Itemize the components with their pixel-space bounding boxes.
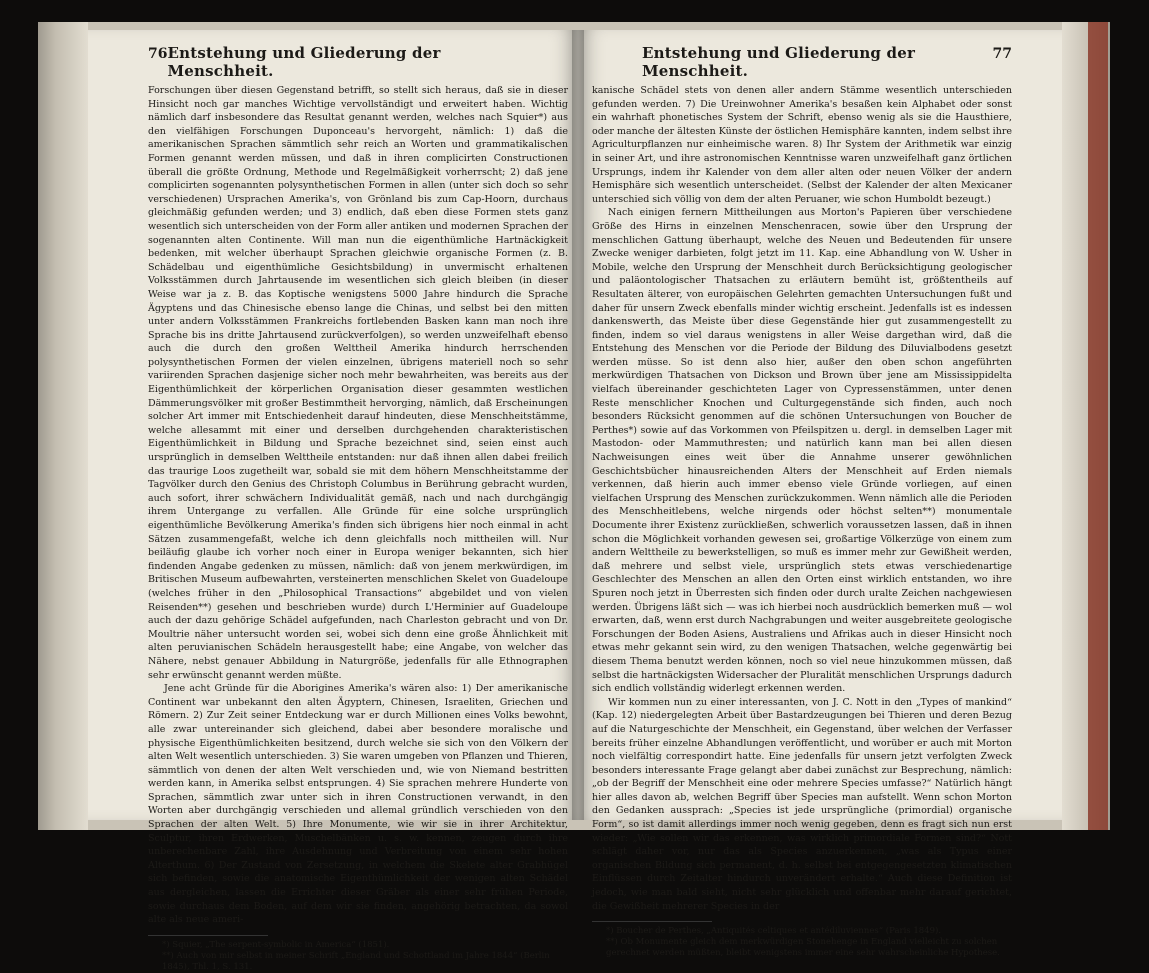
left-footnotes [148, 940, 568, 973]
right-body-text [592, 84, 1012, 913]
left-running-header [148, 44, 568, 80]
footnote: **) Ob Monumente gleich dem merkwürdigen Stonehenge in England vielleicht zu solchen gerechnet werden müßten, bleibt wenigstens immer eine sehr wahrscheinliche Hypothese. [606, 937, 1000, 959]
paragraph: Forschungen über diesen Gegenstand betrifft, so stellt sich heraus, daß sie in dieser Hinsicht noch gar manches Wichtige vervollständigt und erweitert haben. Wichtig nämlich darf insbesondere das Resultat genannt werden, welches nach Squier*) aus den vielfähigen Forschungen Duponceau's hervorgeht, nämlich: 1) daß die amerikanischen Sprachen sämmtlich sehr reich an Worten und grammatikalischen Formen genannt werden müssen, und daß in ihren complicirten Constructionen überall die größte Ordnung, Methode und Regelmäßigkeit vorherrscht; 2) daß jene complicirten sogenannten polysynthetischen Formen in allen (unter sich doch so sehr verschiedenen) Ursprachen Amerika's, von Grönland bis zum Cap-Hoorn, durchaus gleichmäßig gefunden werden; und 3) endlich, daß eben diese Formen stets ganz wesentlich sich unterscheiden von der Form aller antiken und modernen Sprachen der sogenannten alten Continente. Will man nun die eigenthümliche Hartnäckigkeit bedenken, mit welcher überhaupt Sprachen gleichwie organische Formen (z. B. Schädelbau und eigenthümliche Gesichtsbildung) in unvermischt erhaltenen Volksstämmen durch Jahrtausende im wesentlichen sich gleich bleiben (in dieser Weise war ja z. B. das Koptische wenigstens 5000 Jahre hindurch die Sprache Ägyptens und das Chinesische ebenso lange die Chinas, und selbst bei den mitten unter andern Volksstämmen Frankreichs fortlebenden Basken kann man noch ihre Sprache bis ins dritte Jahrtausend zurückverfolgen), so werden unzweifelhaft ebenso auch die durch den großen Welttheil Amerika hindurch herrschenden polysynthetischen Formen der vielen einzelnen, übrigens materiell noch so sehr variirenden Sprachen dasjenige sicher noch mehr bewahrheiten, was bereits aus der Eigenthümlichkeit der körperlichen Organisation dieser gesammten westlichen Dämmerungsvölker mit großer Bestimmtheit hervorging, nämlich, daß Erscheinungen solcher Art immer mit Entschiedenheit darauf hindeuten, diese Menschheitstämme, welche allesammt mit einer und derselben durchgehenden charakteristischen Eigenthümlichkeit in Bildung und Sprache bezeichnet sind, seien einst auch ursprünglich in demselben Welttheile entstanden: nur daß ihnen allen dabei freilich das traurige Loos zugetheilt war, sobald sie mit dem höhern Menschheitstamme der Tagvölker durch den Genius des Christoph Columbus in Berührung gebracht wurden, auch sofort, ihrer schwächern Individualität gemäß, nach und nach durchgängig ihrem Untergange zu verfallen. Alle Gründe für eine solche ursprünglich eigenthümliche Bevölkerung Amerika's finden sich übrigens hier noch einmal in acht Sätzen zusammengefaßt, welche ich denn gleichfalls noch mittheilen will. Nur beiläufig glaube ich vorher noch einer in Europa weniger bekannten, sich hier findenden Angabe gedenken zu müssen, nämlich: daß von jenem merkwürdigen, im Britischen Museum aufbewahrten, versteinerten menschlichen Skelet von Guadeloupe (welches früher in den „Philosophical Transactions“ abgebildet und von vielen Reisenden**) gesehen und beschrieben wurde) durch L'Herminier auf Guadeloupe auch der dazu gehörige Schädel aufgefunden, nach Charleston gebracht und von Dr. Moultrie näher untersucht worden sei, wobei sich denn eine große Ähnlichkeit mit alten peruvianischen Schädeln herausgestellt habe; eine Angabe, von welcher das Nähere, nebst genauer Abbildung in Naturgröße, jedenfalls für alle Ethnographen sehr erwünscht genannt werden müßte. [148, 85, 568, 681]
cover-edge [1088, 22, 1108, 830]
footnote-rule [148, 935, 268, 936]
right-running-header [592, 44, 1012, 80]
paragraph: Jene acht Gründe für die Aborigines Amerika's wären also: 1) Der amerikanische Continent war unbekannt den alten Ägyptern, Chinesen, Israeliten, Griechen und Römern. 2) Zur Zeit seiner Entdeckung war er durch Millionen eines Volks bewohnt, alle zwar untereinander sich gleichend, dabei aber besondere moralische und physische Eigenthümlichkeiten besitzend, durch welche sie sich von den Völkern der alten Welt wesentlich unterschieden. 3) Sie waren umgeben von Pflanzen und Thieren, sämmtlich von denen der alten Welt verschieden und, wie von Niemand bestritten werden kann, in Amerika selbst entsprungen. 4) Sie sprachen mehrere Hunderte von Sprachen, sämmtlich zwar unter sich in ihren Constructionen verwandt, in den Worten aber durchgängig verschieden und allemal gründlich verschieden von den Sprachen der alten Welt. 5) Ihre Monumente, wie wir sie in ihrer Architektur, Sculptur, ihren Erdwerken, Muschelbänken u. s. w. kennen, zeugen durch ihre unberechenbare Zahl, ihre Ausdehnung und Verbreitung von einem sehr hohen Alterthum. 6) Der Zustand von Zersetzung, in welchem die Skelete alter Grabhügel sich befinden, sowie die anatomische Eigenthümlichkeit der wenigen alten Schädel aus dergleichen, lassen die Errichter dieser Gräber als einer sehr frühen Periode, sowie durchaus dem Boden, auf dem wir sie finden, angehörig betrachten, da sowol alte als neue ameri- [148, 683, 568, 926]
footnote-rule [592, 921, 712, 922]
right-footnotes [592, 926, 1012, 959]
left-body-text [148, 84, 568, 927]
footnote: *) Squier, „The serpent-symbolic in America“ (1851). [162, 939, 390, 950]
left-page-edges [38, 22, 88, 830]
book-gutter [572, 30, 584, 820]
page-number: 76 [148, 46, 168, 62]
footnote: *) Boucher de Perthes, „Antiquités celtiques et antédiluviennes“ (Paris 1849). [606, 926, 942, 937]
page-number: 77 [992, 46, 1012, 62]
paragraph: kanische Schädel stets von denen aller andern Stämme wesentlich unterschieden gefunden werden. 7) Die Ureinwohner Amerika's besaßen kein Alphabet oder sonst ein wahrhaft phonetisches System der Schrift, ebenso wenig als sie die Hausthiere, oder manche der ältesten Künste der östlichen Hemisphäre kannten, indem selbst ihre Agriculturpflanzen nur einheimische waren. 8) Ihr System der Arithmetik war einzig in seiner Art, und ihre astronomischen Kenntnisse waren unzweifelhaft ganz örtlichen Ursprungs, indem ihr Kalender von dem aller alten oder neuen Völker der andern Hemisphäre sich wesentlich unterscheidet. (Selbst der Kalender der alten Mexicaner unterschied sich völlig von dem der alten Peruaner, wie schon Humboldt bezeugt.) [592, 85, 1012, 205]
running-title: Entstehung und Gliederung der Menschheit. [642, 44, 916, 80]
paragraph: Wir kommen nun zu einer interessanten, von J. C. Nott in den „Types of mankind“ (Kap. 12) niedergelegten Arbeit über Bastardzeugungen bei Thieren und deren Bezug auf die Naturgeschichte der Menschheit, ein Gegenstand, über welchen der Verfasser bereits früher einzelne Abhandlungen veröffentlicht, und worüber er auch mit Morton noch vielfältig correspondirt hatte. Eine jedenfalls für unsern jetzt verfolgten Zweck besonders interessante Frage gelangt aber dabei zunächst zur Besprechung, nämlich: „ob der Begriff der Menschheit eine oder mehrere Species umfasse?“ Natürlich hängt hier alles davon ab, welchen Begriff über Species man aufstellt. Wenn schon Morton den Gedanken aussprach: „Species ist jede ursprüngliche (primordial) organische Form“, so ist damit allerdings immer noch wenig gegeben, denn es fragt sich nun erst wieder: „Wie sollen wir das erkennen, was wirklich primordiale Formen sind?“ Nott schlägt daher vor, nur das als Species anzuerkennen, „was als Typus einer organischen Bildung sich permanent, d. h. selbst bei entgegengesetzten klimatischen Einflüssen durch Zeitalter hindurch unverändert erhalte.“ Auch diese Definition ist jedoch, wie man bald sieht, nicht sehr glücklich und offenbar mehr darauf gerichtet, die Gewißheit mehrerer Species in der [592, 696, 1012, 912]
left-page [88, 30, 578, 972]
paragraph: Nach einigen fernern Mittheilungen aus Morton's Papieren über verschiedene Größe des Hirns in einzelnen Menschenracen, sowie über den Ursprung der menschlichen Gattung überhaupt, welche des Neuen und Bedeutenden für unsere Zwecke weniger darbieten, folgt jetzt im 11. Kap. eine Abhandlung von W. Usher in Mobile, welche den Ursprung der Menschheit durch Berücksichtigung geologischer und paläontologischer Thatsachen zu erläutern bemüht ist, größtentheils auf Resultaten älterer, von europäischen Gelehrten gemachten Untersuchungen fußt und daher für unsern Zweck ebenfalls minder wichtig erscheint. Jedenfalls ist es indessen dankenswerth, das Meiste über diese Gegenstände hier gut zusammengestellt zu finden, indem so viel daraus wenigstens in aller Weise dargethan wird, daß die Entstehung des Menschen vor die Periode der Bildung des Diluvialbodens gesetzt werden müsse. So ist denn also hier, außer den oben schon angeführten merkwürdigen Thatsachen von Dickson und Brown über jene am Mississippidelta vielfach übereinander geschichteten Lager von Cypressenstämmen, unter denen Reste menschlicher Knochen und Culturgegenstände sich finden, auch noch besonders Rücksicht genommen auf die schönen Untersuchungen von Boucher de Perthes*) sowie auf das Vorkommen von Pfeilspitzen u. dergl. in demselben Lager mit Mastodon- oder Mammuthresten; und natürlich kann man bei allen diesen Nachweisungen eines weit über die Annahme unserer gewöhnlichen Geschichtsbücher hinausreichenden Alters der Menschheit auf Erden niemals verkennen, daß hierin auch immer ebenso viele Gründe vorliegen, auf einen vielfachen Ursprung des Menschen zurückzukommen. Wenn nämlich alle die Perioden des Menschheitlebens, welche nirgends oder höchst selten**) monumentale Documente ihrer Existenz zurückließen, schwerlich voraussetzen lassen, daß in ihnen schon die Möglichkeit vorhanden gewesen sei, großartige Völkerzüge von einem zum andern Welttheile zu bewerkstelligen, so muß es immer mehr zur Gewißheit werden, daß mehrere und selbst viele, ursprünglich stets etwas verschiedenartige Geschlechter des Menschen an allen den Orten einst wirklich entstanden, wo ihre Spuren noch jetzt in Überresten sich finden oder durch uralte Zeichen nachgewiesen werden. Übrigens läßt sich — was ich hierbei noch ausdrücklich bemerken muß — wol erwarten, daß, wenn erst durch Nachgrabungen und weiter ausgebreitete geologische Forschungen der Boden Asiens, Australiens und Afrikas auch in dieser Hinsicht noch etwas mehr gekannt sein wird, zu den wenigen Thatsachen, welche gegenwärtig bei diesem Thema benutzt werden können, noch so viel neue hinzukommen müssen, daß selbst die hartnäckigsten Widersacher der Pluralität menschlichen Ursprungs dadurch sich endlich vollständig widerlegt erkennen werden. [592, 207, 1012, 695]
footnote: **) Auch von mir selbst in meiner Schrift „England und Schottland im Jahre 1844“ (Berlin 1845), Thl. 1, S. 131. [162, 950, 550, 972]
right-page [578, 30, 1062, 959]
running-title: Entstehung und Gliederung der Menschheit. [167, 44, 441, 80]
